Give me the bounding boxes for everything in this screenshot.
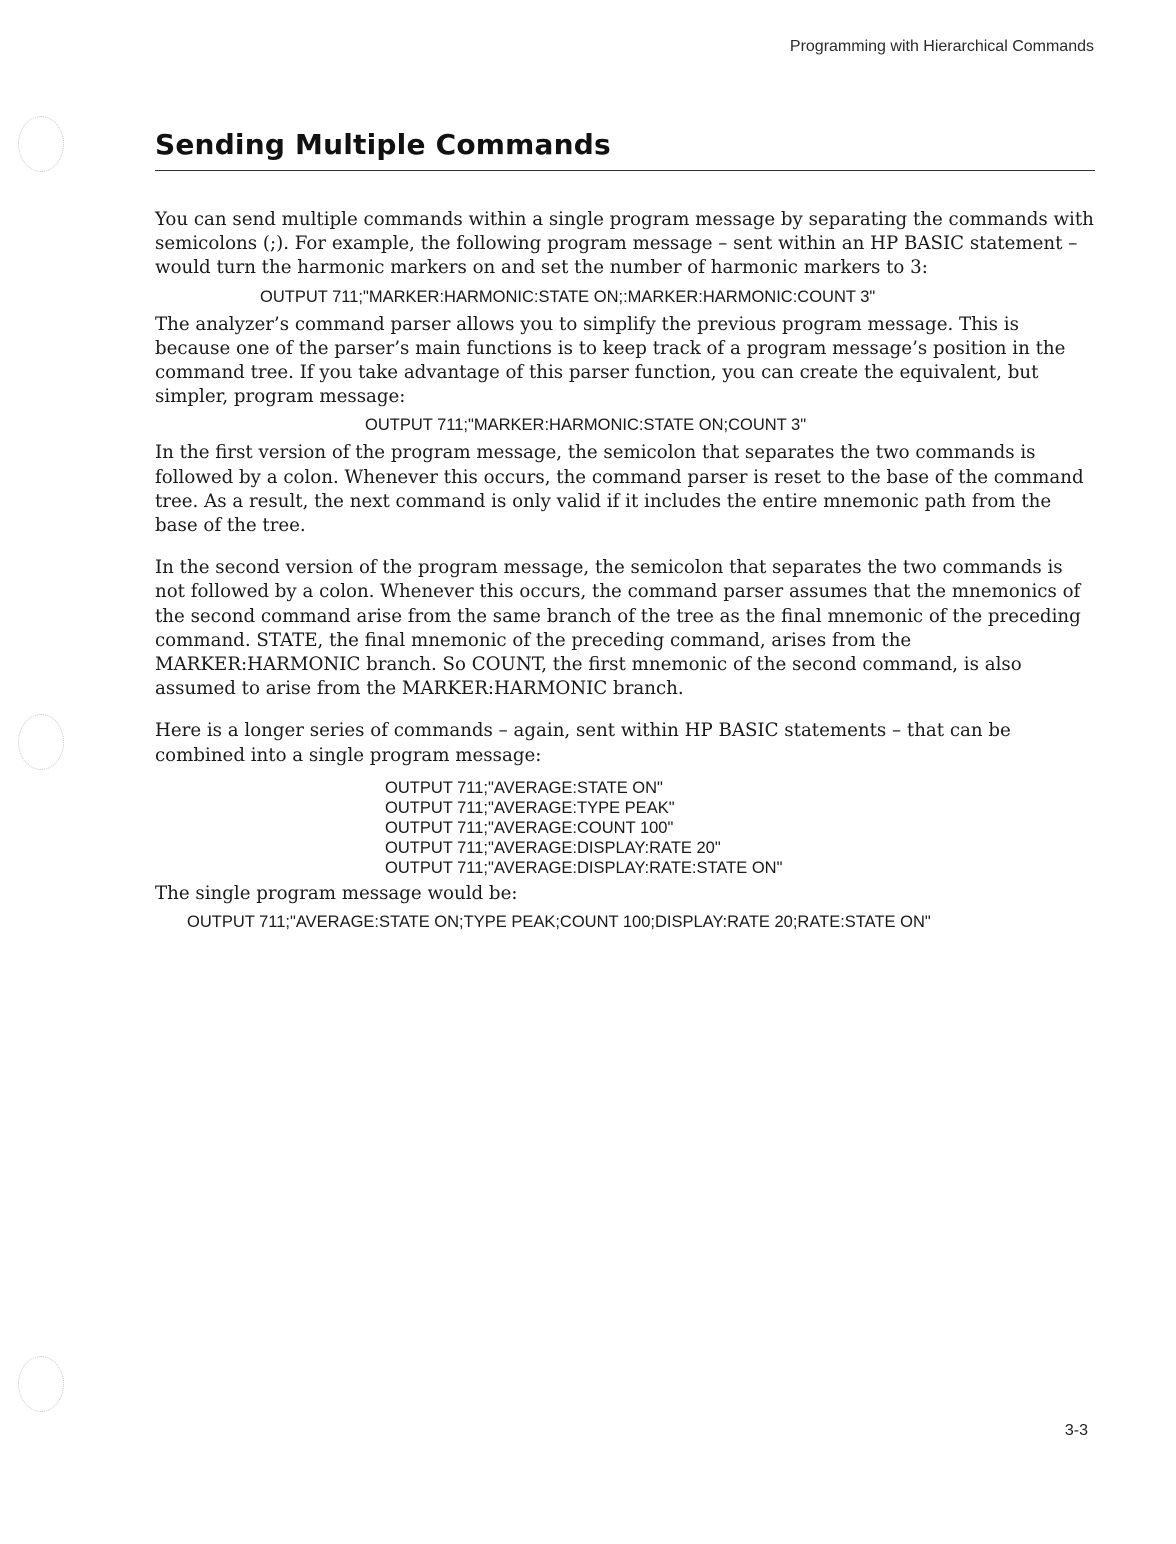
code-block-average xyxy=(385,778,1095,878)
code-line: OUTPUT 711;"AVERAGE:TYPE PEAK" xyxy=(385,798,675,817)
body-text xyxy=(155,208,1095,932)
code-example-combined: OUTPUT 711;"AVERAGE:STATE ON;TYPE PEAK;COUNT 100;DISPLAY:RATE 20;RATE:STATE ON" xyxy=(187,913,931,932)
paragraph-single-message: The single program message would be: xyxy=(155,882,518,904)
paragraph-intro: You can send multiple commands within a single program message by separating the commands with semicolons (;). For example, the following program message – sent within an HP BASIC statement – would turn the harmonic markers on and set the number of harmonic markers to 3: xyxy=(155,209,1094,279)
code-example-simplified: OUTPUT 711;"MARKER:HARMONIC:STATE ON;COUNT 3" xyxy=(365,416,807,435)
section-title: Sending Multiple Commands xyxy=(155,128,611,161)
code-line: OUTPUT 711;"AVERAGE:COUNT 100" xyxy=(385,818,674,837)
code-example-full-path: OUTPUT 711;"MARKER:HARMONIC:STATE ON;:MARKER:HARMONIC:COUNT 3" xyxy=(260,287,876,306)
running-header: Programming with Hierarchical Commands xyxy=(789,38,1094,55)
title-rule xyxy=(155,170,1095,171)
code-line: OUTPUT 711;"AVERAGE:DISPLAY:RATE:STATE ON" xyxy=(385,858,783,877)
punch-hole-bottom xyxy=(18,1356,64,1412)
punch-hole-top xyxy=(18,116,64,172)
page-number: 3-3 xyxy=(1064,1422,1088,1439)
paragraph-first-version: In the first version of the program message, the semicolon that separates the two commands is followed by a colon. Whenever this occurs, the command parser is reset to the base of the command tree. As a result, the next command is only valid if it includes the entire mnemonic path from the base of the tree. xyxy=(155,442,1084,537)
paragraph-second-version: In the second version of the program message, the semicolon that separates the two commands is not followed by a colon. Whenever this occurs, the command parser assumes that the mnemonics of the second command arise from the same branch of the tree as the final mnemonic of the preceding command. STATE, the final mnemonic of the preceding command, arises from the MARKER:HARMONIC branch. So COUNT, the first mnemonic of the second command, is also assumed to arise from the MARKER:HARMONIC branch. xyxy=(155,557,1081,700)
paragraph-parser: The analyzer’s command parser allows you to simplify the previous program message. This is because one of the parser’s main functions is to keep track of a program message’s position in the command tree. If you take advantage of this parser function, you can create the equivalent, but simpler, program message: xyxy=(155,313,1066,408)
code-line: OUTPUT 711;"AVERAGE:DISPLAY:RATE 20" xyxy=(385,838,721,857)
punch-hole-middle xyxy=(18,714,64,770)
paragraph-longer-series: Here is a longer series of commands – again, sent within HP BASIC statements – that can be combined into a single program message: xyxy=(155,720,1011,766)
code-line: OUTPUT 711;"AVERAGE:STATE ON" xyxy=(385,778,663,797)
